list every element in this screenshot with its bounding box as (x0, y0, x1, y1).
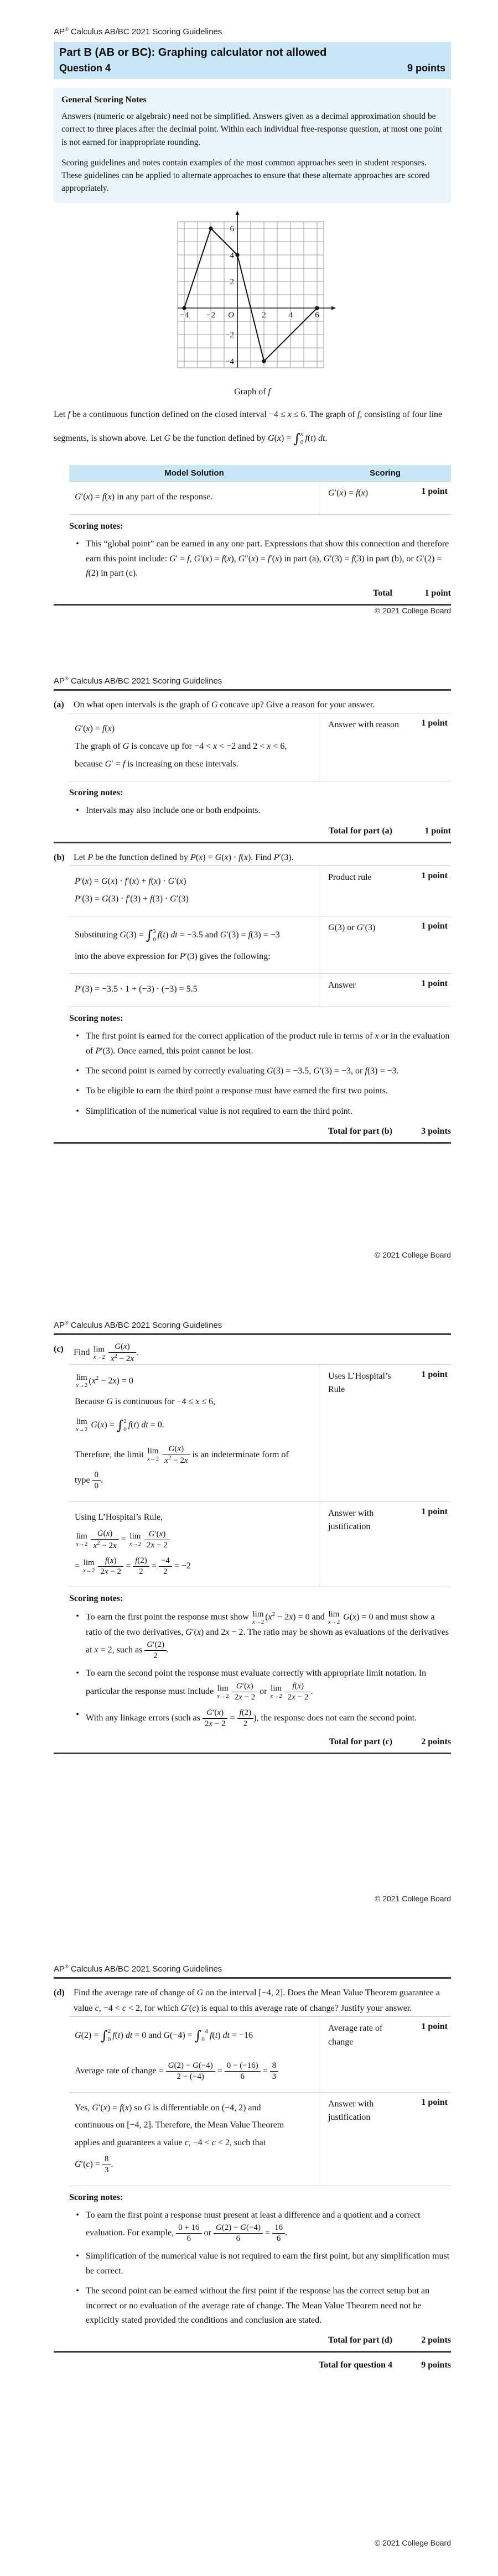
scoring-note-bullet: • Intervals may also include one or both endpoints. (69, 804, 451, 818)
part-b-table (69, 865, 451, 1007)
general-notes-paragraph-1: Answers (numeric or algebraic) need not be simplified. Answers given as a decimal approximation should be correct to three places after the decimal point. Within each individual free-response question, at most one point is not earned for inappropriate rounding. (61, 112, 442, 147)
svg-text:6: 6 (315, 310, 319, 320)
page-2 (0, 644, 498, 1288)
page-3 (0, 1288, 498, 1932)
part-c-question: (c) Find lim x→2 $\frac{G(x)}{x^2 - 2x}$ . (54, 1342, 139, 1363)
bullet-marker: • (76, 2210, 79, 2220)
scoring-points: 1 point (421, 487, 448, 497)
scoring-note-bullet: • This “global point” can be earned in any one part. Expressions that show this connection and therefore earn this point include: G′ = f, G′(x) = f(x), G″(x) = f′(x) in part (a), G′(3) = f(3) in part (b), or G′(2) = f(2) in part (c). (69, 537, 451, 581)
part-label: (b) (54, 852, 65, 862)
page-footer: © 2021 College Board (375, 1250, 451, 1259)
scoring-notes-part-a: Scoring notes: • Intervals may also include one or both endpoints. (69, 788, 451, 818)
bullet-marker: • (76, 1086, 79, 1096)
function-graph (54, 211, 451, 397)
scoring-points: 1 point (421, 718, 448, 728)
page-footer: © 2021 College Board (375, 606, 451, 615)
part-label: (a) (54, 700, 64, 710)
question-banner (54, 42, 451, 79)
scoring-label: G′(x) = f(x) (328, 488, 369, 498)
scoring-points: 1 point (421, 2097, 448, 2107)
part-b-question: (b) Let P be the function defined by P(x) = G(x) ⋅ f(x). Find P′(3). (54, 850, 451, 865)
part-c-table (69, 1364, 451, 1588)
scoring-label: Answer (328, 981, 356, 990)
total-row-part-a: Total for part (a) 1 point (328, 826, 451, 836)
section-divider (54, 1142, 451, 1144)
scoring-label: Answer with justification (328, 1508, 374, 1532)
svg-text:2: 2 (262, 310, 266, 320)
section-divider (54, 1977, 451, 1979)
page-footer: © 2021 College Board (375, 2538, 451, 2547)
bullet-marker: • (76, 1612, 79, 1621)
scoring-points: 1 point (421, 1369, 448, 1379)
table-row: P′(3) = −3.5 ⋅ 1 + (−3) ⋅ (−3) = 5.5 Answer 1 point (69, 973, 451, 1007)
svg-text:6: 6 (230, 224, 234, 233)
table-row: G(2) = ∫ 2 0 f(t) dt = 0 and G(−4) = ∫ −4 0 f(t) dt = −16 Average rate of change = $\frac{G(2) - G(-4)}{2 - (-4)}$ = $\frac{0 - (-16)}{6}$ = $\frac{8}{3}$ Average rate of change 1 point (69, 2017, 451, 2092)
section-divider (54, 2351, 451, 2353)
scoring-points: 1 point (421, 870, 448, 880)
bullet-marker: • (76, 1106, 79, 1116)
table-header-model-solution: Model Solution (164, 468, 224, 478)
graph-of-f-svg (163, 211, 341, 383)
scoring-label: Answer with justification (328, 2099, 374, 2123)
banner-title: Part B (AB or BC): Graphing calculator not allowed (59, 46, 327, 59)
total-row (54, 588, 451, 598)
doc-header: AP® Calculus AB/BC 2021 Scoring Guidelines (54, 676, 222, 686)
question-points: 9 points (407, 62, 445, 74)
scoring-notes-title: Scoring notes: (69, 522, 123, 531)
svg-text:4: 4 (230, 251, 234, 260)
table-row: Substituting G(3) = ∫ 3 0 f(t) dt = −3.5 and G′(3) = f(3) = −3 into the above expression for P′(3) gives the following: G(3) or G′(3) 1 point (69, 916, 451, 973)
part-label: (c) (54, 1344, 64, 1354)
page-1 (0, 0, 498, 644)
doc-header: AP® Calculus AB/BC 2021 Scoring Guidelines (54, 27, 222, 36)
total-points: 1 point (424, 588, 451, 598)
section-divider (54, 689, 451, 691)
general-scoring-notes (54, 88, 451, 203)
total-row-question-4: Total for question 4 9 points (319, 2360, 451, 2370)
table-header-row (69, 465, 451, 481)
part-a-question: (a) On what open intervals is the graph of G concave up? Give a reason for your answer. (54, 697, 451, 713)
svg-text:−4: −4 (225, 357, 234, 366)
bullet-marker: • (76, 539, 79, 549)
svg-text:2: 2 (230, 277, 234, 286)
scoring-notes-part-c: Scoring notes: • To earn the first point the response must show lim x→2 $(x^2 - 2x) = 0$ and lim x→2 G(x) = 0 and must show a ratio of the two derivatives, G′(x) and 2x − 2. The ratio may be shown as evaluations of the derivatives at x = 2, such as $\frac{G'(2)}{2}$ . • To earn the second point the response must evaluate correctly with appropriate limit notation. In particular the response must include lim x→2 $\frac{G'(x)}{2x - 2}$ or lim x→2 $\frac{f(x)}{2x - 2}$ . • With any linkage errors (such as $\frac{G'(x)}{2x - 2}$ = $\frac{f(2)}{2}$ ), the response does not earn the second point. (69, 1594, 449, 1729)
doc-header: AP® Calculus AB/BC 2021 Scoring Guidelines (54, 1964, 222, 1974)
svg-text:−4: −4 (180, 310, 189, 320)
page-footer: © 2021 College Board (375, 1894, 451, 1903)
page-4 (0, 1932, 498, 2576)
svg-text:O: O (228, 310, 234, 320)
scoring-points: 1 point (421, 921, 448, 931)
table-header-scoring: Scoring (370, 468, 401, 478)
bullet-marker: • (76, 2286, 79, 2296)
general-notes-paragraph-2: Scoring guidelines and notes contain examples of the most common approaches seen in student responses. These guidelines can be applied to alternate approaches to ensure that these alternate approaches are scored appropriately. (61, 158, 430, 194)
scoring-label: Average rate of change (328, 2024, 383, 2047)
svg-text:−2: −2 (225, 330, 234, 340)
graph-caption: Graph of f (234, 387, 271, 397)
general-notes-title: General Scoring Notes (61, 95, 147, 105)
scoring-points: 1 point (421, 1506, 448, 1516)
part-d-question: (d) Find the average rate of change of G on the interval [−4, 2]. Does the Mean Value Theorem guarantee a value c, −4 < c < 2, for which G′(c) is equal to this average rate of change? Justify your answer. (54, 1985, 451, 2016)
svg-text:4: 4 (288, 310, 293, 320)
section-divider (54, 604, 451, 606)
scoring-notes-part-b: Scoring notes: • The first point is earned for the correct application of the product rule in terms of x or in the evaluation of P′(3). Once earned, this point cannot be lost. • The second point is earned by correctly evaluating G(3) = −3.5, G′(3) = −3, or f(3) = −3. • To be eligible to earn the third point a response must have earned the first two points. • Simplification of the numerical value is not required to earn the third point. (69, 1014, 451, 1119)
part-label: (d) (54, 1988, 65, 1998)
bullet-marker: • (76, 806, 79, 816)
scoring-points: 1 point (421, 2022, 448, 2031)
scoring-notes-global (69, 522, 451, 581)
bullet-marker: • (76, 1710, 79, 1720)
model-solution-text: G′(x) = f(x) in any part of the response. (75, 492, 213, 502)
svg-text:−2: −2 (206, 310, 215, 320)
intro-paragraph: Let f be a continuous function defined on the closed interval −4 ≤ x ≤ 6. The graph of f, consisting of four line segments, is shown above. Let G be the function defined by G(x) = ∫ x 0 f(t) dt. (54, 409, 443, 446)
scoring-notes-part-d: Scoring notes: • To earn the first point a response must present at least a difference and a quotient and a correct evaluation. For example, $\frac{0 + 16}{6}$ or $\frac{G(2) - G(-4)}{6}$ = $\frac{16}{6}$ . • Simplification of the numerical value is not required to earn the first point, but any simplification must be correct. • The second point can be earned without the first point if the response has the correct setup but an incorrect or no evaluation of the average rate of change. The Mean Value Theorem need not be explicitly stated provided the conditions and conclusion are stated. (69, 2193, 451, 2328)
section-divider (54, 842, 451, 843)
table-row: P′(x) = G(x) ⋅ f′(x) + f(x) ⋅ G′(x) P′(3) = G(3) ⋅ f′(3) + f(3) ⋅ G′(3) Product rule 1 point (69, 866, 451, 916)
table-row: G′(x) = f(x) The graph of G is concave up for −4 < x < −2 and 2 < x < 6, because G′ = f is increasing on these intervals. Answer with reason 1 point (69, 713, 451, 781)
part-a-table (69, 713, 451, 781)
global-point-table (69, 465, 451, 515)
scoring-points: 1 point (421, 979, 448, 989)
bullet-marker: • (76, 1031, 79, 1041)
table-row (69, 481, 451, 514)
section-divider (54, 1753, 451, 1754)
table-row: Using L’Hospital’s Rule, lim x→2 $\frac{G(x)}{x^2 - 2x}$ = lim x→2 $\frac{G'(x)}{2x - 2}$ = lim x→2 $\frac{f(x)}{2x - 2}$ = $\frac{f(2)}{2}$ = $\frac{-4}{2}$ = −2 Answer with justification 1 point (69, 1501, 451, 1587)
total-row-part-b: Total for part (b) 3 points (328, 1127, 451, 1136)
part-d-table (69, 2016, 451, 2186)
question-number: Question 4 (59, 62, 111, 74)
total-label: Total (373, 588, 392, 598)
bullet-marker: • (76, 1668, 79, 1678)
doc-header: AP® Calculus AB/BC 2021 Scoring Guidelines (54, 1320, 222, 1330)
scoring-label: Product rule (328, 872, 372, 882)
scoring-label: Uses L’Hospital’s Rule (328, 1371, 391, 1395)
bullet-marker: • (76, 1066, 79, 1076)
total-row-part-d: Total for part (d) 2 points (328, 2335, 451, 2345)
section-divider (54, 1333, 451, 1335)
table-row: lim x→2 $(x^2 - 2x) = 0$ Because G is continuous for −4 ≤ x ≤ 6, lim x→2 G(x) = ∫ 2 0 f(t) dt = 0. Therefore, the limit lim x→2 $\frac{G(x)}{x^2 - 2x}$ is an indeterminate form of type $\frac{0}{0}$ . Uses L’Hospital’s Rule 1 point (69, 1365, 451, 1501)
total-row-part-c: Total for part (c) 2 points (329, 1737, 451, 1746)
table-row: Yes, G′(x) = f(x) so G is differentiable on (−4, 2) and continuous on [−4, 2]. Therefore, the Mean Value Theorem applies and guarantees a value c, −4 < c < 2, such that G′(c) = $\frac{8}{3}$ . Answer with justification 1 point (69, 2092, 451, 2186)
scoring-label: G(3) or G′(3) (328, 923, 376, 933)
bullet-marker: • (76, 2251, 79, 2261)
scoring-label: Answer with reason (328, 720, 399, 729)
